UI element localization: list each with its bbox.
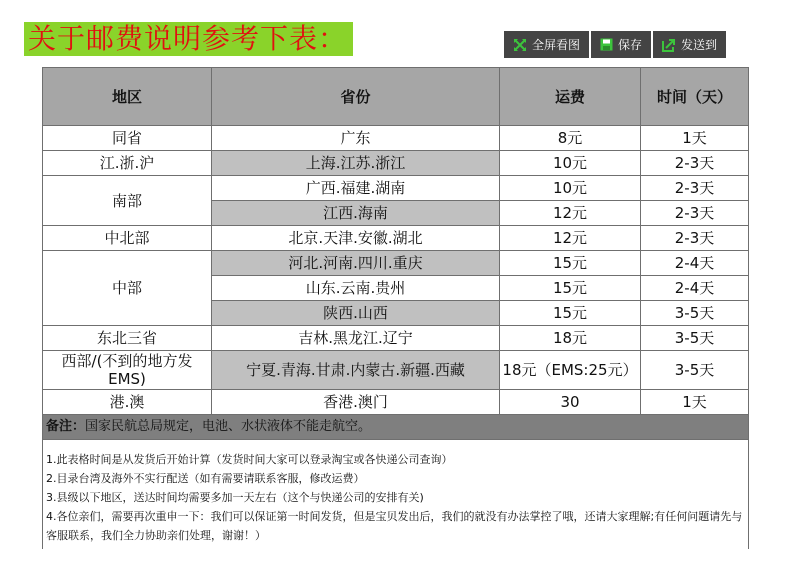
- province-cell: 江西.海南: [212, 201, 500, 226]
- rule-item: 4.各位亲们，需要再次重申一下：我们可以保证第一时间发货，但是宝贝发出后，我们的就没有办法掌控了哦，还请大家理解;有任何问题请先与客服联系，我们全力协助亲们处理，谢谢！）: [46, 510, 743, 542]
- send-icon: [662, 38, 676, 52]
- region-cell: 西部/(不到的地方发EMS): [43, 351, 212, 390]
- time-cell: 2-3天: [641, 176, 749, 201]
- fullscreen-icon: [513, 38, 527, 52]
- time-cell: 3-5天: [641, 351, 749, 390]
- fullscreen-label: 全屏看图: [532, 38, 581, 52]
- fee-cell: 12元: [500, 201, 641, 226]
- time-cell: 1天: [641, 126, 749, 151]
- header-region: 地区: [43, 68, 212, 126]
- fee-cell: 8元: [500, 126, 641, 151]
- region-cell: 中北部: [43, 226, 212, 251]
- province-cell: 山东.云南.贵州: [212, 276, 500, 301]
- table-row: [43, 176, 749, 201]
- rules-cell: [43, 440, 749, 550]
- send-label: 发送到: [681, 38, 718, 52]
- note-label: 备注：: [46, 419, 86, 434]
- save-label: 保存: [618, 38, 643, 52]
- rule-item: 2.目录台湾及海外不实行配送（如有需要请联系客服，修改运费）: [46, 472, 365, 485]
- province-cell: 河北.河南.四川.重庆: [212, 251, 500, 276]
- region-cell: 江.浙.沪: [43, 151, 212, 176]
- region-cell: 南部: [43, 176, 212, 226]
- rules-row: [43, 440, 749, 550]
- table-row: [43, 326, 749, 351]
- table-row: [43, 390, 749, 415]
- fee-cell: 10元: [500, 176, 641, 201]
- save-button[interactable]: [591, 31, 651, 58]
- region-cell: 东北三省: [43, 326, 212, 351]
- page-title: 关于邮费说明参考下表：: [24, 22, 353, 56]
- region-cell: 同省: [43, 126, 212, 151]
- table-row: [43, 351, 749, 390]
- time-cell: 2-4天: [641, 276, 749, 301]
- rule-item: 1.此表格时间是从发货后开始计算（发货时间大家可以登录淘宝或各快递公司查询）: [46, 453, 453, 466]
- fee-cell: 18元: [500, 326, 641, 351]
- province-cell: 吉林.黑龙江.辽宁: [212, 326, 500, 351]
- time-cell: 2-3天: [641, 151, 749, 176]
- send-to-button[interactable]: [653, 31, 726, 58]
- province-cell: 广东: [212, 126, 500, 151]
- note-row: [43, 415, 749, 440]
- province-cell: 宁夏.青海.甘肃.内蒙古.新疆.西藏: [212, 351, 500, 390]
- fee-cell: 15元: [500, 276, 641, 301]
- note-cell: [43, 415, 749, 440]
- fee-cell: 15元: [500, 301, 641, 326]
- table-row: [43, 151, 749, 176]
- region-cell: 港.澳: [43, 390, 212, 415]
- fee-cell: 12元: [500, 226, 641, 251]
- time-cell: 2-4天: [641, 251, 749, 276]
- time-cell: 1天: [641, 390, 749, 415]
- fee-cell: 18元（EMS:25元）: [500, 351, 641, 390]
- province-cell: 香港.澳门: [212, 390, 500, 415]
- rule-item: 3.县级以下地区，送达时间均需要多加一天左右（这个与快递公司的安排有关): [46, 491, 424, 504]
- time-cell: 2-3天: [641, 226, 749, 251]
- image-toolbar: [504, 31, 728, 58]
- province-cell: 北京.天津.安徽.湖北: [212, 226, 500, 251]
- header-province: 省份: [212, 68, 500, 126]
- header-time: 时间（天）: [641, 68, 749, 126]
- region-cell: 中部: [43, 251, 212, 326]
- header-fee: 运费: [500, 68, 641, 126]
- fee-cell: 30: [500, 390, 641, 415]
- fee-cell: 10元: [500, 151, 641, 176]
- time-cell: 3-5天: [641, 326, 749, 351]
- time-cell: 3-5天: [641, 301, 749, 326]
- time-cell: 2-3天: [641, 201, 749, 226]
- save-icon: [600, 38, 613, 51]
- table-row: [43, 126, 749, 151]
- note-text: 国家民航总局规定，电池、水状液体不能走航空。: [85, 419, 372, 434]
- fullscreen-button[interactable]: [504, 31, 589, 58]
- shipping-fee-table: [42, 67, 749, 549]
- table-row: [43, 226, 749, 251]
- fee-cell: 15元: [500, 251, 641, 276]
- table-row: [43, 251, 749, 276]
- province-cell: 上海.江苏.浙江: [212, 151, 500, 176]
- province-cell: 陕西.山西: [212, 301, 500, 326]
- province-cell: 广西.福建.湖南: [212, 176, 500, 201]
- table-header-row: [43, 68, 749, 126]
